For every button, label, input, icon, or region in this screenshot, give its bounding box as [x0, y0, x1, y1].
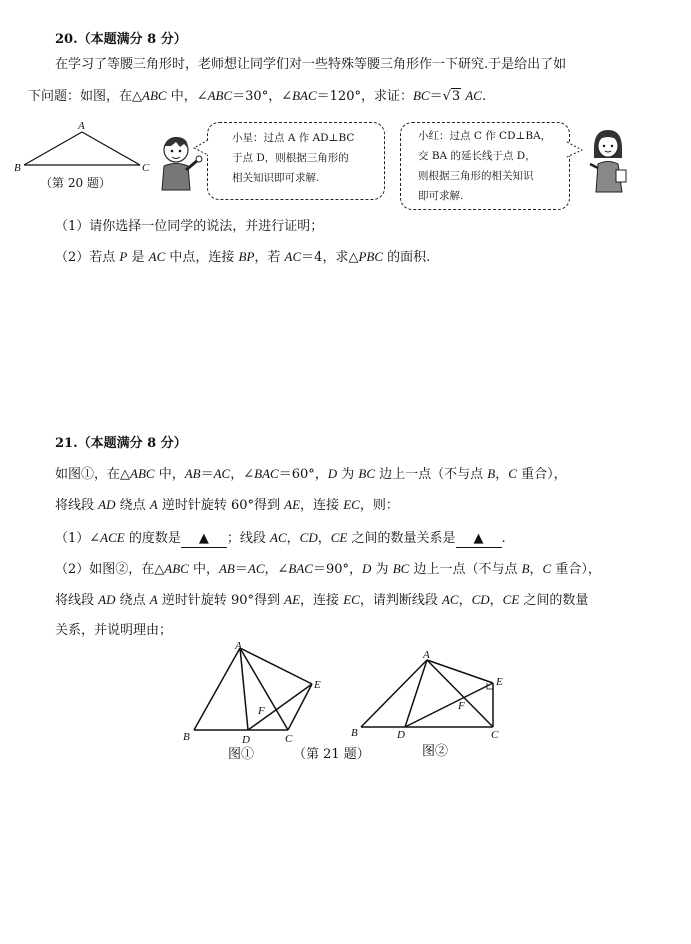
xiaohong-line1: 小红：过点 C 作 CD⊥BA，	[418, 130, 552, 142]
q21-sub1: （1）∠ACE 的度数是 ▲ ；线段 AC，CD，CE 之间的数量关系是 ▲ .	[55, 530, 506, 546]
q21-line1: 如图①，在△ABC 中，AB＝AC，∠BAC＝60°，D 为 BC 边上一点（不与点 B，C 重合），	[55, 466, 567, 482]
q21-line2: 将线段 AD 绕点 A 逆时针旋转 60°得到 AE，连接 EC，则：	[55, 497, 399, 513]
fig1-label-a: A	[235, 640, 242, 652]
q21-sub2-line2: 将线段 AD 绕点 A 逆时针旋转 90°得到 AE，连接 EC，请判断线段 AC，CD，CE 之间的数量	[55, 592, 589, 608]
fig2-label-c: C	[491, 729, 499, 741]
xiaohong-line3: 则根据三角形的相关知识	[418, 170, 534, 182]
fig2-caption: 图②	[422, 744, 449, 759]
answer-blank-1[interactable]: ▲	[181, 531, 227, 548]
fig1-label-b: B	[183, 731, 190, 743]
fig1-label-f: F	[258, 705, 265, 717]
q21-heading	[55, 436, 187, 452]
q20-points: （本题满分 8 分）	[77, 32, 187, 47]
q20-label-a: A	[78, 120, 85, 132]
q20-number: 20.	[55, 32, 78, 47]
fig2-label-b: B	[351, 727, 358, 739]
fig1-label-c: C	[285, 733, 293, 745]
fig2-label-a: A	[423, 649, 430, 661]
q20-heading	[55, 32, 187, 48]
fig2-label-f: F	[458, 700, 465, 712]
fig1-label-e: E	[314, 679, 321, 691]
fig2-label-d: D	[397, 729, 405, 741]
fig1-label-d: D	[242, 734, 250, 746]
xiaoxing-line2: 于点 D，则根据三角形的	[232, 152, 349, 164]
q21-figure-2	[345, 645, 510, 745]
q21-points: （本题满分 8 分）	[77, 436, 187, 451]
q20-intro-line2: 下问题：如图，在△ABC 中，∠ABC＝30°，∠BAC＝120°，求证：BC＝√3 AC.	[28, 88, 487, 104]
q21-number: 21.	[55, 436, 78, 451]
xiaohong-line2: 交 BA 的延长线于点 D，	[418, 150, 536, 162]
sqrt-symbol: √3	[442, 89, 461, 104]
xiaohong-line4: 即可求解.	[418, 190, 464, 202]
q21-sub2-line3: 关系，并说明理由；	[55, 623, 173, 638]
q20-triangle-figure	[12, 118, 162, 178]
fig2-label-e: E	[496, 676, 503, 688]
q20-sub2: （2）若点 P 是 AC 中点，连接 BP，若 AC＝4，求△PBC 的面积.	[55, 249, 431, 265]
q20-figure-caption: （第 20 题）	[40, 176, 111, 190]
xiaoxing-line1: 小星：过点 A 作 AD⊥BC	[232, 132, 355, 144]
q21-figure-caption: （第 21 题）	[293, 747, 370, 762]
xiaoxing-bubble-pointer	[192, 138, 210, 158]
q20-intro-line1: 在学习了等腰三角形时，老师想让同学们对一些特殊等腰三角形作一下研究.于是给出了如	[55, 57, 567, 72]
q20-label-c: C	[142, 162, 150, 174]
q20-sub1: （1）请你选择一位同学的说法，并进行证明；	[55, 219, 324, 234]
q20-label-b: B	[14, 162, 21, 174]
xiaohong-bubble-pointer	[565, 140, 585, 160]
q21-figure-1	[178, 640, 330, 750]
q21-sub2-line1: （2）如图②，在△ABC 中，AB＝AC，∠BAC＝90°，D 为 BC 边上一点（不与点 B，C 重合），	[55, 561, 601, 577]
answer-blank-2[interactable]: ▲	[456, 531, 502, 548]
girl-illustration	[586, 128, 630, 194]
xiaoxing-line3: 相关知识即可求解.	[232, 172, 320, 184]
fig1-caption: 图①	[228, 747, 255, 762]
